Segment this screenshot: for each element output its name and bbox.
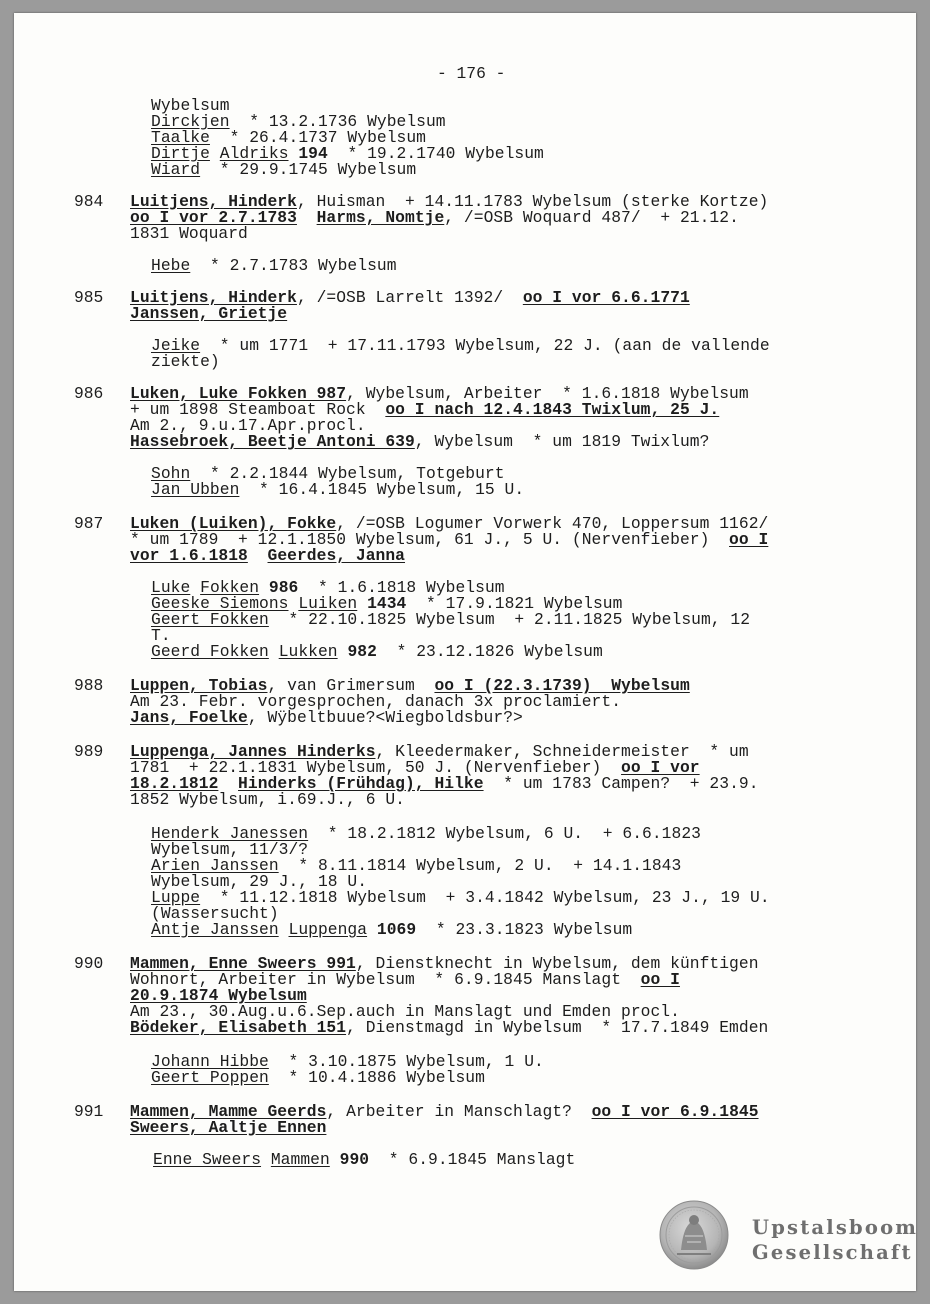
- text-line: [151, 922, 632, 938]
- child-name: Antje Janssen: [151, 920, 279, 939]
- entry-text: * um 1789 + 12.1.1850 Wybelsum, 61 J., 5 U. (Nervenfieber): [130, 530, 730, 549]
- person-name: Bödeker, Elisabeth 151: [130, 1018, 347, 1037]
- person-name: oo I vor: [621, 758, 700, 777]
- person-name: oo I vor 2.7.1783: [130, 208, 297, 227]
- entry-text: Am 23., 30.Aug.u.6.Sep.auch in Manslagt und Emden procl.: [130, 1002, 680, 1021]
- upstalsboom-seal-icon: [659, 1200, 729, 1270]
- entry-text: [330, 1150, 340, 1169]
- person-name: oo I nach 12.4.1843 Twixlum, 25 J.: [385, 400, 720, 419]
- text-line: [151, 612, 750, 628]
- text-line: [130, 1120, 326, 1136]
- entry-text: Wybelsum, 29 J., 18 U.: [151, 872, 368, 891]
- entry-text: , Wÿbeltbuue?<Wiegboldsbur?>: [247, 708, 523, 727]
- text-line: [130, 306, 287, 322]
- person-name: Luitjens, Hinderk: [130, 288, 297, 307]
- text-line: [130, 710, 523, 726]
- entry-text: * um 1783 Campen? + 23.9.: [483, 774, 759, 793]
- entry-text: * 8.11.1814 Wybelsum, 2 U. + 14.1.1843: [278, 856, 682, 875]
- child-name: Taalke: [151, 128, 210, 147]
- text-line: [130, 792, 405, 808]
- person-name: 1434: [367, 594, 407, 613]
- entry-text: [269, 642, 279, 661]
- person-name: Sweers, Aaltje Ennen: [130, 1118, 327, 1137]
- publisher-name-line1: Upstalsboom: [752, 1216, 919, 1239]
- text-line: [151, 644, 603, 660]
- entry-text: , van Grimersum: [267, 676, 435, 695]
- person-name: Mammen, Enne Sweers 991: [130, 954, 356, 973]
- entry-text: , /=OSB Larrelt 1392/: [296, 288, 523, 307]
- entry-text: * 17.9.1821 Wybelsum: [406, 594, 623, 613]
- child-name: Luppe: [151, 888, 201, 907]
- person-name: Mammen, Mamme Geerds: [130, 1102, 327, 1121]
- text-line: [130, 548, 405, 564]
- entry-text: * 3.10.1875 Wybelsum, 1 U.: [268, 1052, 544, 1071]
- person-name: vor 1.6.1818: [130, 546, 248, 565]
- entry-text: * 19.2.1740 Wybelsum: [327, 144, 544, 163]
- entry-text: , Huisman + 14.11.1783 Wybelsum (sterke Kortze): [296, 192, 769, 211]
- person-name: 1069: [376, 920, 417, 939]
- child-name: Hebe: [151, 256, 191, 275]
- entry-text: [261, 1150, 271, 1169]
- person-name: Luken, Luke Fokken 987: [130, 384, 347, 403]
- child-name: Enne Sweers: [153, 1150, 262, 1169]
- entry-text: + um 1898 Steamboat Rock: [130, 400, 386, 419]
- child-name: Fokken: [200, 578, 260, 597]
- text-line: [151, 482, 524, 498]
- person-name: Luppen, Tobias: [130, 676, 268, 695]
- entry-text: T.: [151, 626, 171, 645]
- entry-text: * 18.2.1812 Wybelsum, 6 U. + 6.6.1823: [308, 824, 701, 843]
- text-line: [130, 1020, 768, 1036]
- child-name: Lukken: [278, 642, 338, 661]
- person-name: 194: [298, 144, 328, 163]
- child-name: Geert Poppen: [151, 1068, 269, 1087]
- child-name: Sohn: [151, 464, 191, 483]
- child-name: Luiken: [298, 594, 358, 613]
- entry-text: Wybelsum, 11/3/?: [151, 840, 309, 859]
- person-name: oo I: [640, 970, 680, 989]
- entry-text: , /=OSB Logumer Vorwerk 470, Loppersum 1162/: [336, 514, 769, 533]
- entry-number: 988: [74, 676, 104, 695]
- child-name: Luke: [151, 578, 191, 597]
- entry-text: Am 2., 9.u.17.Apr.procl.: [130, 416, 366, 435]
- text-line: [151, 162, 416, 178]
- child-name: Geeske Siemons: [151, 594, 289, 613]
- child-name: Jan Ubben: [151, 480, 240, 499]
- child-name: Geerd Fokken: [151, 642, 269, 661]
- entry-text: , Kleedermaker, Schneidermeister * um: [375, 742, 749, 761]
- entry-number: 989: [74, 742, 104, 761]
- person-name: Luken (Luiken), Fokke: [130, 514, 337, 533]
- child-name: Geert Fokken: [151, 610, 269, 629]
- child-name: Aldriks: [219, 144, 289, 163]
- publisher-name-line2: Gesellschaft: [752, 1241, 913, 1264]
- person-name: oo I (22.3.1739) Wybelsum: [434, 676, 690, 695]
- entry-number: 991: [74, 1102, 104, 1121]
- person-name: Luitjens, Hinderk: [130, 192, 297, 211]
- text-line: [151, 258, 397, 274]
- person-name: Jans, Foelke: [130, 708, 248, 727]
- child-name: Henderk Janessen: [151, 824, 309, 843]
- entry-text: * 22.10.1825 Wybelsum + 2.11.1825 Wybelsum, 12: [268, 610, 751, 629]
- person-name: Luppenga, Jannes Hinderks: [130, 742, 376, 761]
- entry-text: 1781 + 22.1.1831 Wybelsum, 50 J. (Nervenfieber): [130, 758, 622, 777]
- entry-number: 990: [74, 954, 104, 973]
- text-line: [130, 434, 709, 450]
- entry-text: , Dienstknecht in Wybelsum, dem künftigen: [355, 954, 759, 973]
- child-name: Luppenga: [288, 920, 368, 939]
- entry-text: * 26.4.1737 Wybelsum: [209, 128, 426, 147]
- entry-text: * 6.9.1845 Manslagt: [369, 1150, 576, 1169]
- text-line: [151, 338, 770, 354]
- person-name: Hassebroek, Beetje Antoni 639: [130, 432, 415, 451]
- child-name: Arien Janssen: [151, 856, 279, 875]
- entry-text: * 10.4.1886 Wybelsum: [268, 1068, 485, 1087]
- entry-text: * 29.9.1745 Wybelsum: [200, 160, 417, 179]
- child-name: Dirckjen: [151, 112, 230, 131]
- person-name: Geerdes, Janna: [267, 546, 406, 565]
- entry-text: [297, 208, 317, 227]
- entry-text: [367, 920, 377, 939]
- person-name: 990: [339, 1150, 370, 1169]
- entry-text: * 2.2.1844 Wybelsum, Totgeburt: [190, 464, 505, 483]
- entry-text: * 2.7.1783 Wybelsum: [190, 256, 397, 275]
- entry-text: (Wassersucht): [151, 904, 279, 923]
- entry-text: , /=OSB Woquard 487/ + 21.12.: [444, 208, 739, 227]
- entry-text: * 13.2.1736 Wybelsum: [229, 112, 446, 131]
- person-name: Harms, Nomtje: [316, 208, 445, 227]
- person-name: 982: [347, 642, 377, 661]
- entry-text: [279, 920, 289, 939]
- person-name: oo I vor 6.6.1771: [522, 288, 690, 307]
- entry-text: * 1.6.1818 Wybelsum: [298, 578, 505, 597]
- entry-text: * 23.12.1826 Wybelsum: [376, 642, 603, 661]
- entry-text: , Arbeiter in Manschlagt?: [326, 1102, 592, 1121]
- entry-text: 1852 Wybelsum, i.69.J., 6 U.: [130, 790, 405, 809]
- entry-number: 986: [74, 384, 104, 403]
- child-name: Wiard: [151, 160, 201, 179]
- entry-text: 1831 Woquard: [130, 224, 248, 243]
- entry-text: Wybelsum: [151, 96, 230, 115]
- person-name: oo I: [729, 530, 769, 549]
- entry-text: ziekte): [151, 352, 220, 371]
- entry-text: , Wybelsum, Arbeiter * 1.6.1818 Wybelsum: [346, 384, 749, 403]
- entry-number: 987: [74, 514, 104, 533]
- entry-text: * 23.3.1823 Wybelsum: [416, 920, 633, 939]
- entry-text: Wohnort, Arbeiter in Wybelsum * 6.9.1845 Manslagt: [130, 970, 641, 989]
- entry-text: , Dienstmagd in Wybelsum * 17.7.1849 Emden: [346, 1018, 769, 1037]
- entry-number: 985: [74, 288, 104, 307]
- person-name: Janssen, Grietje: [130, 304, 288, 323]
- entry-text: * um 1771 + 17.11.1793 Wybelsum, 22 J. (aan de vallende: [200, 336, 770, 355]
- person-name: 20.9.1874 Wybelsum: [130, 986, 307, 1005]
- entry-text: * 11.12.1818 Wybelsum + 3.4.1842 Wybelsum, 23 J., 19 U.: [200, 888, 770, 907]
- entry-text: [338, 642, 348, 661]
- text-line: [153, 1152, 575, 1168]
- person-name: Hinderks (Frühdag), Hilke: [238, 774, 484, 793]
- entry-text: , Wybelsum * um 1819 Twixlum?: [414, 432, 710, 451]
- person-name: oo I vor 6.9.1845: [591, 1102, 759, 1121]
- text-line: [151, 1070, 485, 1086]
- child-name: Mammen: [270, 1150, 330, 1169]
- entry-text: Am 23. Febr. vorgesprochen, danach 3x proclamiert.: [130, 692, 622, 711]
- child-name: Dirtje: [151, 144, 210, 163]
- person-name: 18.2.1812: [130, 774, 219, 793]
- entry-text: [248, 546, 268, 565]
- entry-text: * 16.4.1845 Wybelsum, 15 U.: [239, 480, 525, 499]
- text-line: [151, 354, 220, 370]
- child-name: Jeike: [151, 336, 201, 355]
- page-number: - 176 -: [437, 64, 506, 83]
- entry-number: 984: [74, 192, 104, 211]
- text-line: [130, 226, 248, 242]
- child-name: Johann Hibbe: [151, 1052, 269, 1071]
- person-name: 986: [268, 578, 299, 597]
